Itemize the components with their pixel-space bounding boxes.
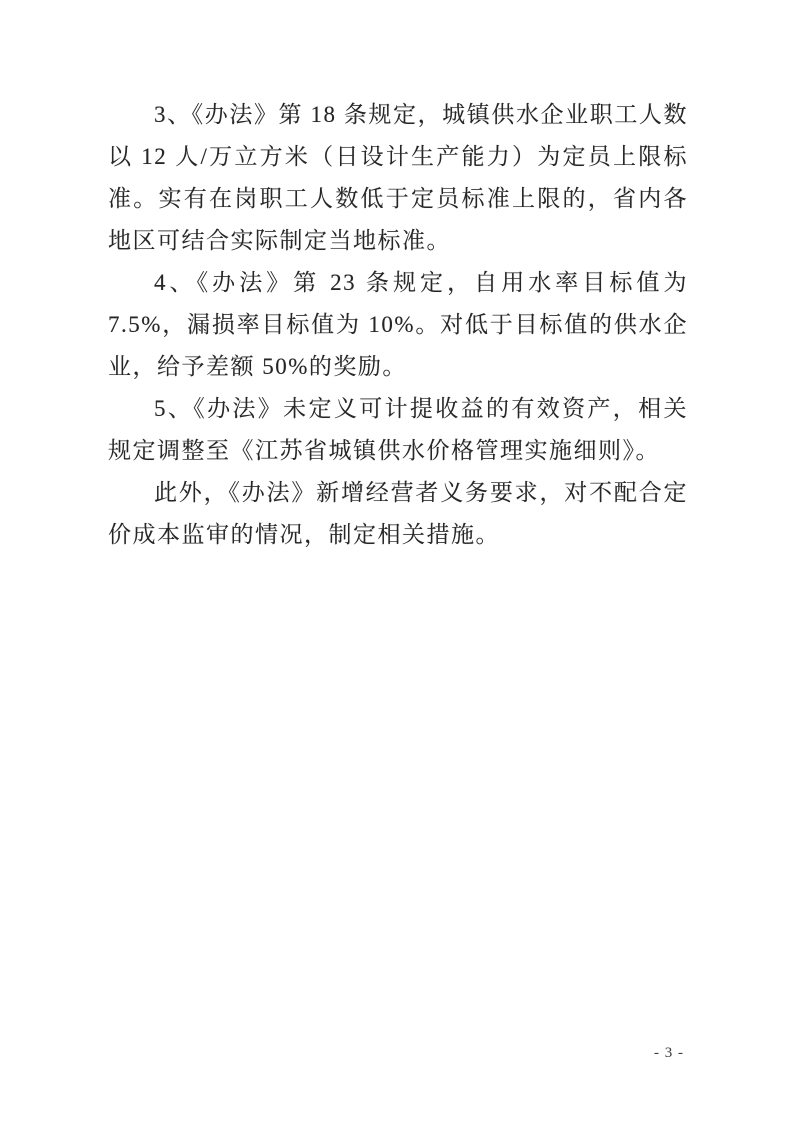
document-body: [108, 94, 688, 556]
body-paragraph: 3、《办法》第 18 条规定，城镇供水企业职工人数以 12 人/万立方米（日设计生产能力）为定员上限标准。实有在岗职工人数低于定员标准上限的，省内各地区可结合实际制定当地标准。: [108, 102, 688, 253]
body-paragraph: 此外，《办法》新增经营者义务要求，对不配合定价成本监审的情况，制定相关措施。: [108, 480, 688, 547]
body-paragraph: 5、《办法》未定义可计提收益的有效资产，相关规定调整至《江苏省城镇供水价格管理实施细则》。: [108, 396, 688, 463]
page-number: - 3 -: [654, 1045, 684, 1061]
body-paragraph: 4、《办法》第 23 条规定，自用水率目标值为 7.5%，漏损率目标值为 10%。对低于目标值的供水企业，给予差额 50%的奖励。: [108, 270, 688, 379]
